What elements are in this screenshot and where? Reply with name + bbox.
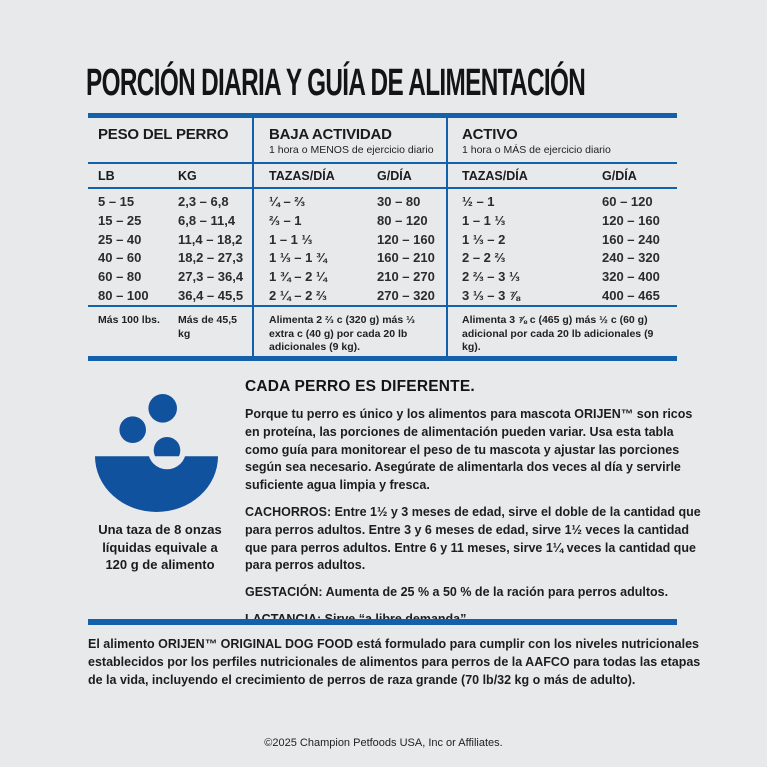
cell: ⅔ – 1 <box>269 212 302 228</box>
cell: 27,3 – 36,4 <box>178 269 244 285</box>
cell: 320 – 400 <box>602 269 660 285</box>
group-title-weight: PESO DEL PERRO <box>98 126 229 143</box>
gestation-label: GESTACIÓN: <box>245 585 323 600</box>
cell: 270 – 320 <box>377 287 435 303</box>
cell: 5 – 15 <box>98 194 135 209</box>
footer-kg: Más de 45,5 kg <box>178 314 237 340</box>
col-header-cups: TAZAS/DÍA <box>462 169 528 183</box>
active-data <box>448 189 677 307</box>
group-subtitle-active: 1 hora o MÁS de ejercicio diario <box>462 144 611 156</box>
col-header-kg: KG <box>178 169 197 183</box>
feeding-table <box>88 113 677 361</box>
cell: 240 – 320 <box>602 250 660 266</box>
cell: 2,3 – 6,8 <box>178 194 229 209</box>
cell: 1 – 1 ⅓ <box>269 231 313 247</box>
cell: 25 – 40 <box>98 231 142 247</box>
puppies-label: CACHORROS: <box>245 504 332 519</box>
table-group-low-activity <box>252 118 446 356</box>
cell: 210 – 270 <box>377 269 435 285</box>
table-footer-active-note: Alimenta 3 ⅞ c (465 g) más ½ c (60 g) adicional por cada 20 lb adicionales (9 kg). <box>462 314 654 353</box>
cell: 60 – 80 <box>98 269 142 285</box>
cell: ½ – 1 <box>462 194 495 209</box>
bowl-caption: Una taza de 8 onzas líquidas equivale a 120 g de alimento <box>98 522 222 572</box>
copyright-line: ©2025 Champion Petfoods USA, Inc or Affiliates. <box>264 737 503 749</box>
col-header-lb: LB <box>98 169 115 183</box>
cell: 30 – 80 <box>377 194 421 209</box>
cell: 160 – 240 <box>602 231 660 247</box>
cell: 11,4 – 18,2 <box>178 231 243 247</box>
cell: 400 – 465 <box>602 287 660 303</box>
low-activity-data <box>254 189 446 307</box>
weight-data <box>88 189 252 307</box>
footer-lb: Más 100 lbs. <box>98 314 160 326</box>
group-subtitle-low-activity: 1 hora o MENOS de ejercicio diario <box>269 144 434 156</box>
kibble-bowl-icon <box>92 392 224 514</box>
cell: 80 – 100 <box>98 287 149 303</box>
cell: 80 – 120 <box>377 212 428 228</box>
feeding-notes <box>245 378 703 629</box>
cell: 1 – 1 ⅓ <box>462 212 506 228</box>
col-header-cups: TAZAS/DÍA <box>269 169 335 183</box>
cell: 160 – 210 <box>377 250 435 266</box>
group-title-active: ACTIVO <box>462 126 518 143</box>
table-group-active <box>446 118 677 356</box>
cell: 60 – 120 <box>602 194 653 209</box>
group-title-low-activity: BAJA ACTIVIDAD <box>269 126 392 143</box>
cell: 18,2 – 27,3 <box>178 250 244 266</box>
col-header-grams: G/DÍA <box>377 169 412 183</box>
cell: 120 – 160 <box>602 212 660 228</box>
aafco-statement: El alimento ORIJEN™ ORIGINAL DOG FOOD está formulado para cumplir con los niveles nutricionales establecidos por los perfiles nutricionales de alimentos para perros de la AAFCO para todas las etapas de la vida, incluyendo el crecimiento de perros de raza grande (70 lb/32 kg o más de adulto). <box>88 637 701 687</box>
cell: 15 – 25 <box>98 212 142 228</box>
cell: 36,4 – 45,5 <box>178 287 244 303</box>
gestation-paragraph: GESTACIÓN: Aumenta de 25 % a 50 % de la ración para perros adultos. <box>245 585 669 600</box>
cell: 2 ¼ – 2 ⅔ <box>269 287 327 303</box>
cell: 2 – 2 ⅔ <box>462 250 506 266</box>
divider-rule <box>88 619 677 625</box>
intro-paragraph: Porque tu perro es único y los alimentos para mascota ORIJEN™ son ricos en proteína, las porciones de alimentación pueden variar. Usa esta tabla como guía para monitorear el peso de tu mascota y ajustar las porciones según sea necesario. Asegúrate de alimentarla dos veces al día y servirle suficiente agua limpia y fresca. <box>245 407 693 493</box>
cell: 3 ⅓ – 3 ⅞ <box>462 287 520 303</box>
cell: 120 – 160 <box>377 231 435 247</box>
cell: 6,8 – 11,4 <box>178 212 236 228</box>
table-footer-weight <box>88 307 252 356</box>
section-heading: CADA PERRO ES DIFERENTE. <box>245 378 475 395</box>
col-header-grams: G/DÍA <box>602 169 637 183</box>
puppies-paragraph: CACHORROS: Entre 1½ y 3 meses de edad, sirve el doble de la cantidad que para perros adultos. Entre 3 y 6 meses de edad, sirve 1½ veces la cantidad que para perros adultos. Entre 6 y 11 meses, sirve 1¼ veces la cantidad que para perros adultos. <box>245 504 701 573</box>
cell: ¼ – ⅔ <box>269 194 306 209</box>
cell: 1 ⅓ – 1 ¾ <box>269 250 327 266</box>
cell: 1 ¾ – 2 ¼ <box>269 269 327 285</box>
table-footer-low-note: Alimenta 2 ⅔ c (320 g) más ⅓ extra c (40 g) por cada 20 lb adicionales (9 kg). <box>269 314 415 353</box>
cell: 1 ⅓ – 2 <box>462 231 506 247</box>
cell: 2 ⅔ – 3 ⅓ <box>462 269 520 285</box>
cell: 40 – 60 <box>98 250 142 266</box>
table-group-dog-weight <box>88 118 252 356</box>
page-title: PORCIÓN DIARIA Y GUÍA DE ALIMENTACIÓN <box>86 62 586 104</box>
